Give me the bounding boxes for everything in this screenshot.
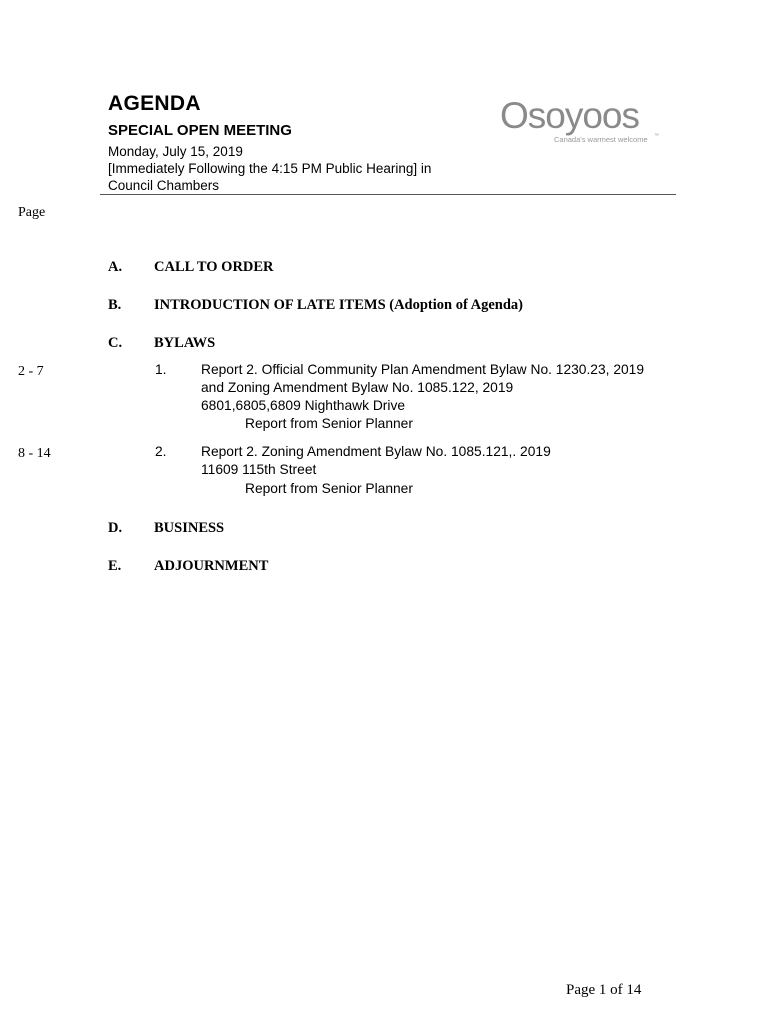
logo-wordmark: Osoyoos: [500, 95, 640, 136]
item-title-line: Report 2. Zoning Amendment Bylaw No. 1085.121,. 2019: [201, 444, 551, 459]
meeting-date: Monday, July 15, 2019: [108, 144, 243, 159]
section-letter-c: C.: [108, 335, 123, 351]
item-address: 11609 115th Street: [201, 462, 317, 477]
item-pages: 8 - 14: [18, 446, 51, 461]
osoyoos-logo: [496, 92, 668, 152]
item-title-line: and Zoning Amendment Bylaw No. 1085.122, 2019: [201, 380, 514, 395]
section-letter-b: B.: [108, 297, 122, 313]
section-letter-d: D.: [108, 520, 123, 536]
section-title-business: BUSINESS: [154, 520, 225, 536]
page-column-label: Page: [18, 205, 46, 220]
meeting-location-line2: Council Chambers: [108, 178, 220, 193]
logo-tagline: Canada's warmest welcome: [554, 135, 648, 144]
logo-trademark: ™: [654, 133, 659, 139]
page-indicator: Page 1 of 14: [566, 982, 642, 998]
section-letter-a: A.: [108, 259, 123, 275]
section-letter-e: E.: [108, 558, 122, 574]
agenda-title: AGENDA: [108, 92, 201, 115]
item-address: 6801,6805,6809 Nighthawk Drive: [201, 398, 406, 413]
section-title-call-to-order: CALL TO ORDER: [154, 259, 274, 275]
section-title-late-items: INTRODUCTION OF LATE ITEMS (Adoption of Agenda): [154, 297, 523, 313]
item-report-source: Report from Senior Planner: [245, 416, 413, 431]
header-divider: [100, 194, 676, 195]
meeting-type: SPECIAL OPEN MEETING: [108, 122, 292, 139]
item-report-source: Report from Senior Planner: [245, 481, 413, 496]
section-title-adjournment: ADJOURNMENT: [154, 558, 269, 574]
section-title-bylaws: BYLAWS: [154, 335, 216, 351]
item-number: 2.: [155, 444, 167, 459]
item-title-line: Report 2. Official Community Plan Amendment Bylaw No. 1230.23, 2019: [201, 362, 645, 377]
item-pages: 2 - 7: [18, 364, 44, 379]
meeting-location-line1: [Immediately Following the 4:15 PM Public Hearing] in: [108, 161, 432, 176]
item-number: 1.: [155, 362, 167, 377]
